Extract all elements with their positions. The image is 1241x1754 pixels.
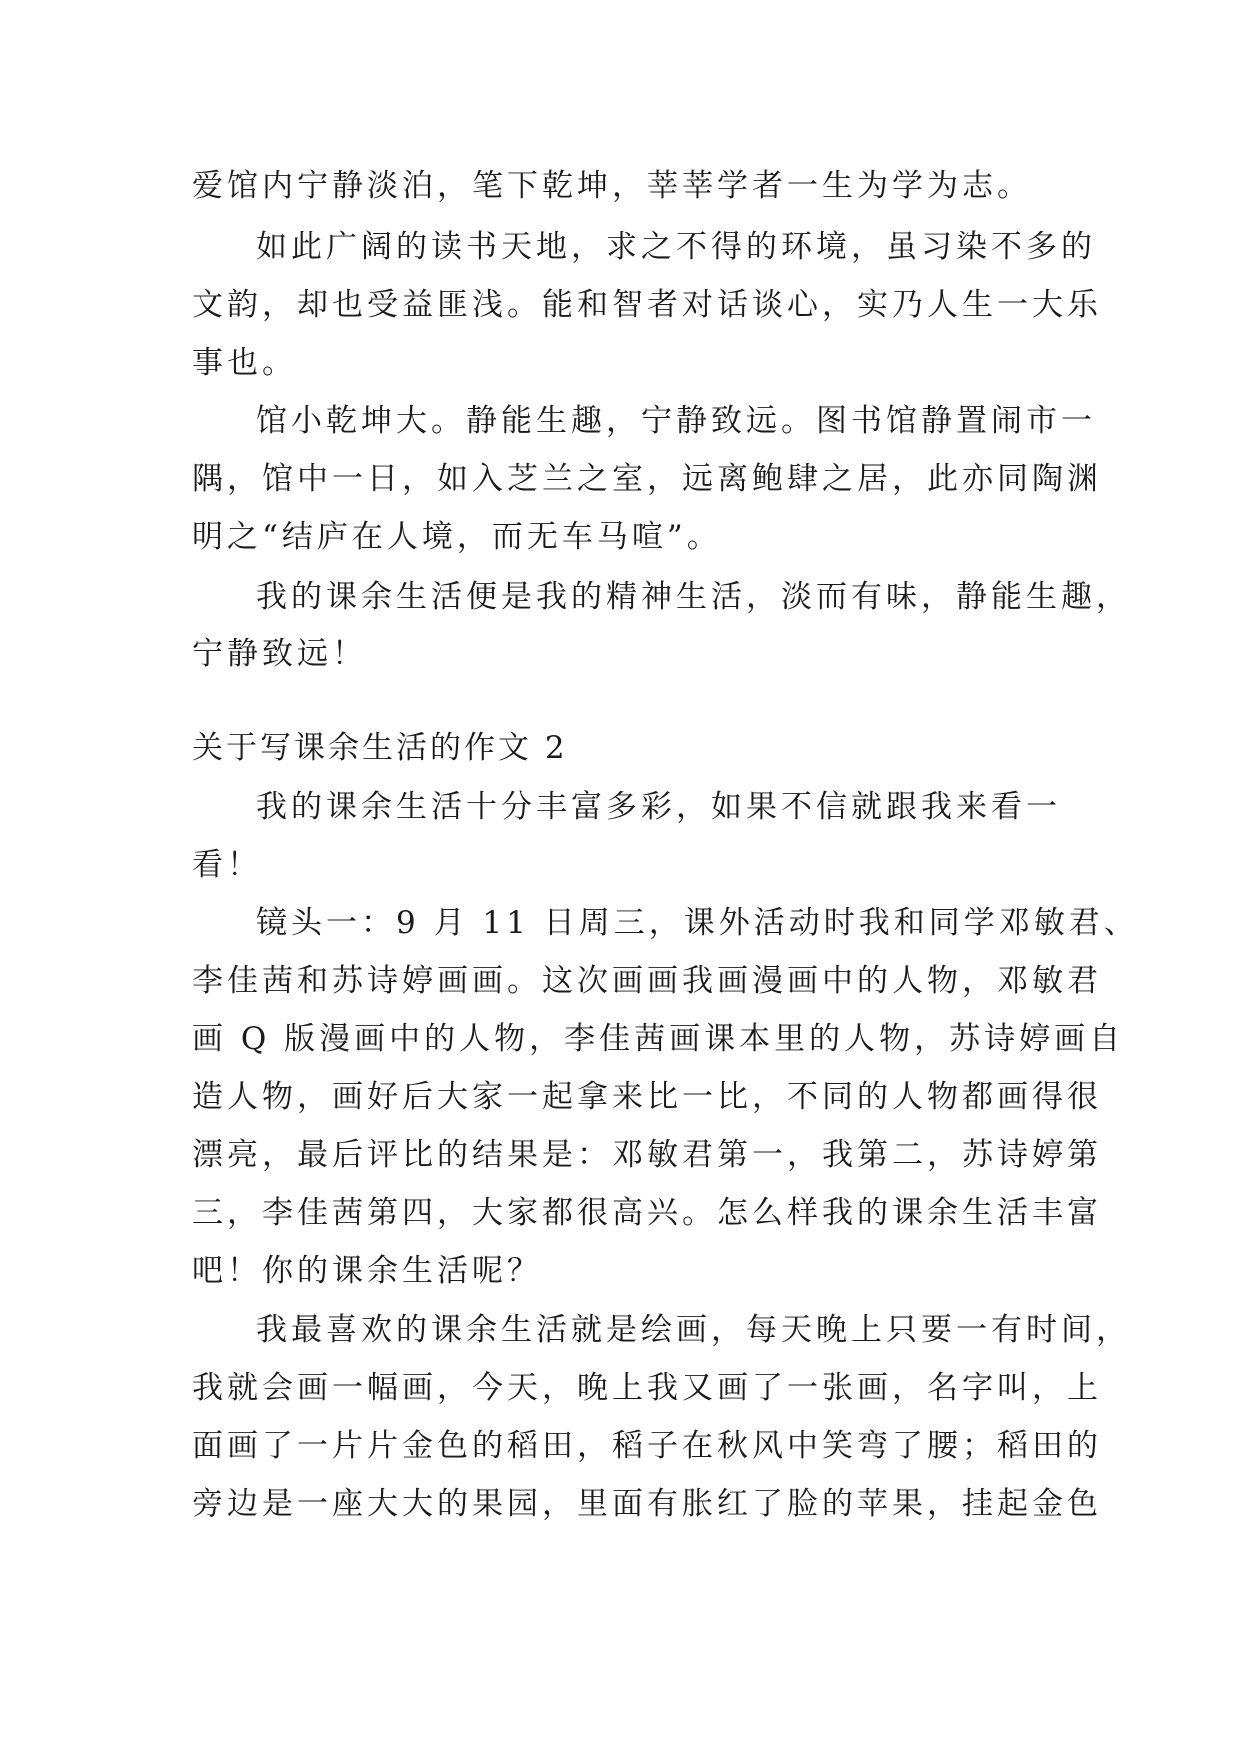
text-line: 我就会画一幅画，今天，晚上我又画了一张画，名字叫，上 [192,1370,1102,1406]
text-line: 宁静致远！ [192,636,367,672]
text-line: 明之“结庐在人境，而无车马喧”。 [192,519,722,555]
paragraph-first-line: 我最喜欢的课余生活就是绘画，每天晚上只要一有时间， [256,1312,1131,1348]
paragraph-first-line: 我的课余生活便是我的精神生活，淡而有味，静能生趣， [256,579,1131,615]
text-line: 造人物，画好后大家一起拿来比一比，不同的人物都画得很 [192,1079,1102,1115]
text-line: 文韵，却也受益匪浅。能和智者对话谈心，实乃人生一大乐 [192,287,1102,323]
text-line: 画 Q 版漫画中的人物，李佳茜画课本里的人物，苏诗婷画自 [192,1021,1125,1057]
text-line: 看！ [192,847,262,883]
paragraph-first-line: 如此广阔的读书天地，求之不得的环境，虽习染不多的 [256,229,1096,265]
text-line: 事也。 [192,345,297,381]
text-line: 爱馆内宁静淡泊，笔下乾坤，莘莘学者一生为学为志。 [192,168,1032,204]
paragraph-first-line: 我的课余生活十分丰富多彩，如果不信就跟我来看一 [256,789,1061,825]
paragraph-first-line: 馆小乾坤大。静能生趣，宁静致远。图书馆静置闹市一 [256,403,1096,439]
text-line: 三，李佳茜第四，大家都很高兴。怎么样我的课余生活丰富 [192,1195,1102,1231]
text-line: 隅，馆中一日，如入芝兰之室，远离鲍肆之居，此亦同陶渊 [192,461,1102,497]
section-heading: 关于写课余生活的作文 2 [192,730,568,766]
text-line: 面画了一片片金色的稻田，稻子在秋风中笑弯了腰；稻田的 [192,1428,1102,1464]
text-line: 漂亮，最后评比的结果是：邓敏君第一，我第二，苏诗婷第 [192,1137,1102,1173]
paragraph-first-line: 镜头一：9 月 11 日周三，课外活动时我和同学邓敏君、 [256,905,1139,941]
text-line: 旁边是一座大大的果园，里面有胀红了脸的苹果，挂起金色 [192,1486,1102,1522]
text-line: 吧！你的课余生活呢？ [192,1253,542,1289]
text-line: 李佳茜和苏诗婷画画。这次画画我画漫画中的人物，邓敏君 [192,963,1102,999]
